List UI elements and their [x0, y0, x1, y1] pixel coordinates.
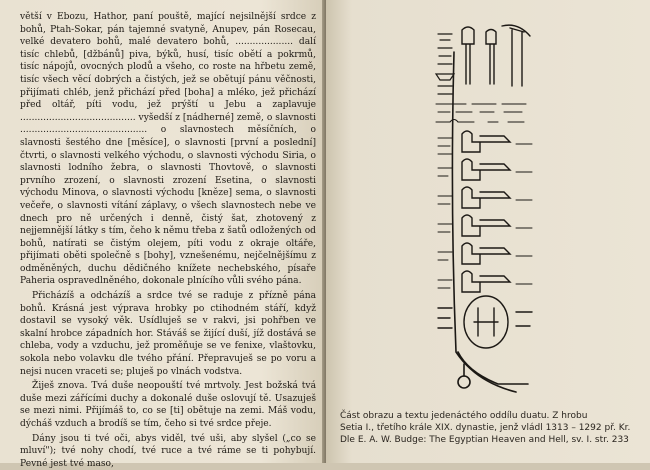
- paragraph-2: Přicházíš a odcházíš a srdce tvé se raduje z přízně pána bohů. Krásná jest výprava hrobky po ctihodném stáří, když dostavil se vysoký věk. Usídluješ se v rakvi, jsi pohřben ve skalní hrobce západních hor. Stáváš se žijící duší, jíž dostává se chleba, vody a vzduchu, jež proměňuje se ve fenixe, vlaštovku, sokola nebo volavku dle tvého přání. Přepravuješ se po voru a nejsi nucen vraceti se; pluješ po vlnách vodstva.: [20, 291, 316, 377]
- paragraph-4: Dány jsou ti tvé oči, abys viděl, tvé uši, aby slyšel („co se mluví"); tvé nohy chodí, tvé ruce a tvé ráme se ti pohybují. Pevné jest tvé maso,: [20, 433, 316, 469]
- body-text: [20, 11, 316, 470]
- paragraph-1: větší v Ebozu, Hathor, paní pouště, mající nejsilnější srdce z bohů, Ptah-Sokar, pán tajemné svatyně, Anupev, pán Rosecau, velké devatero bohů, malé devatero bohů, .................... dalí tisíc chlebů, [džbánů] piva, býků, husí, tisíc obětí a pokrmů, tisíc nápojů, ovocných plodů a všeho, co roste na hřbetu země, tisíc všech věcí dobrých a čistých, jež se obětují pánu věčnosti, přijímati chléb, jenž přichází před [boha] a mléko, jež přichází před oltář, píti vodu, jež prýští u Jebu a zaplavuje ........................................ vyšedší z [nádherné] země, o slavnosti ............................................ o slavnostech měsíčních, o slavnosti šestého dne [měsíce], o slavnosti [první a poslední] čtvrti, o slavnosti velkého východu, o slavnosti východu Siria, o slavnosti lodního žebra, o slavnosti Thovtově, o slavnosti prvního zrození, o slavnosti zrození Esetina, o slavnosti východu Minova, o slavnosti východu [kněze] sema, o slavnosti večeře, o slavnosti vítání záplavy, o všech slavnostech nebe ve dnech pro ně určených i denně, čistý šat, zhotovený z nejjemnější látky s tím, čeho k němu třeba z šatů odložených od bohů, natírati se čistým olejem, píti vodu z okraje oltáře, přijímati oběti společně s [bohy], vznešenému, nejčelnějšímu z odměněných, duchu dědičného knížete nechebského, písaře Paheria ospravedlněného, dokonale plnícího vůli svého pána.: [20, 12, 316, 287]
- caption-line-2: Setia I., třetího krále XIX. dynastie, jenž vládl 1313 – 1292 př. Kr.: [340, 422, 631, 433]
- caption-line-1: Část obrazu a textu jedenáctého oddílu duatu. Z hrobu: [340, 411, 588, 421]
- hieroglyph-column-top: [436, 34, 454, 94]
- oval-shrine: [438, 296, 532, 348]
- figure-caption: [340, 411, 645, 446]
- egyptian-duat-boat-illustration: [428, 22, 548, 402]
- seated-deities: [462, 131, 510, 292]
- top-deity-figures: [462, 25, 530, 86]
- hieroglyph-rows: [436, 104, 526, 122]
- paragraph-3: Žiješ znova. Tvá duše neopouští tvé mrtvoly. Jest božská tvá duše mezi zářícími duchy a dokonalé duše oslovují tě. Usazuješ se mezi nimi. Přijímáš to, co se [ti] obětuje na zemi. Máš vodu, dýcháš vzduch a brodíš se tím, čeho si tvé srdce přeje.: [20, 381, 316, 429]
- boat-hull: [452, 52, 528, 392]
- caption-line-3: Dle E. A. W. Budge: The Egyptian Heaven and Hell, sv. I. str. 233: [340, 434, 629, 445]
